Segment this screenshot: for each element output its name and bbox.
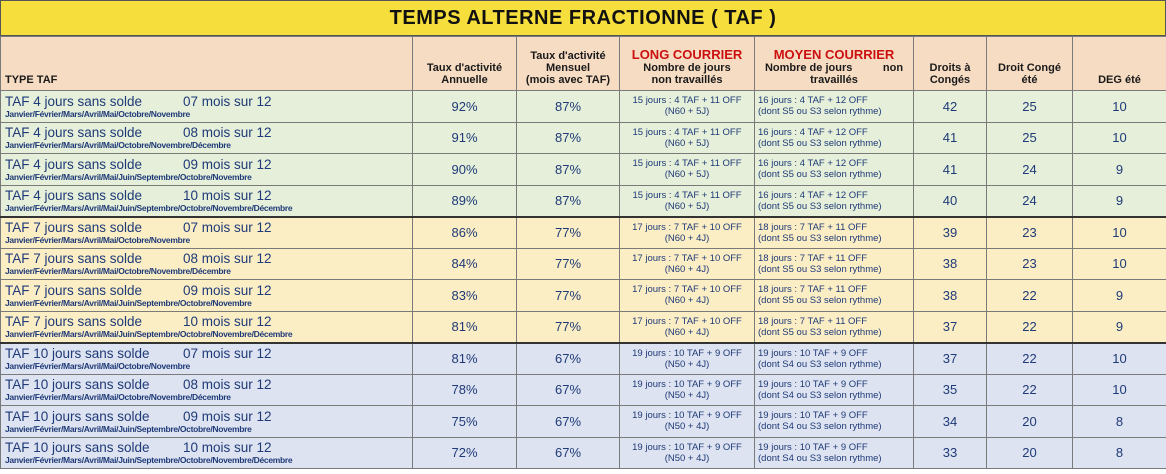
header-medium-line2: travaillés <box>810 74 858 86</box>
type-cell <box>1 311 413 343</box>
type-cell <box>1 154 413 186</box>
long-courrier-cell <box>620 374 755 406</box>
type-days: TAF 10 jours sans solde <box>5 408 150 424</box>
type-cell <box>1 185 413 217</box>
table-row <box>1 248 1166 280</box>
deg-ete: 9 <box>1073 185 1166 217</box>
long-courrier-cell <box>620 248 755 280</box>
type-cell <box>1 280 413 312</box>
type-days: TAF 7 jours sans solde <box>5 251 143 267</box>
header-long-line1: Nombre de jours <box>643 62 731 74</box>
header-droits-line2: Congés <box>929 74 971 86</box>
long-courrier-days: 15 jours : 4 TAF + 11 OFF <box>632 126 742 138</box>
header-long-line2: non travaillés <box>651 74 723 86</box>
header-annual-line2: Annuelle <box>441 74 488 86</box>
header-deg: DEG été <box>1073 37 1166 91</box>
header-monthly-line2: Mensuel <box>545 62 590 74</box>
type-title <box>5 220 412 235</box>
type-cell <box>1 248 413 280</box>
header-droits-line1: Droits à <box>929 62 971 74</box>
long-courrier-detail: (N60 + 5J) <box>664 169 710 181</box>
table-row <box>1 343 1166 375</box>
monthly-rate: 77% <box>517 217 620 249</box>
moyen-courrier-days: 16 jours : 4 TAF + 12 OFF <box>758 158 868 170</box>
table-row <box>1 374 1166 406</box>
header-conge <box>987 37 1073 91</box>
droit-conge-ete: 20 <box>987 437 1073 469</box>
type-months-count: 10 mois sur 12 <box>183 188 272 203</box>
type-days: TAF 4 jours sans solde <box>5 156 143 172</box>
long-courrier-cell <box>620 311 755 343</box>
moyen-courrier-detail: (dont S4 ou S3 selon rythme) <box>758 358 882 370</box>
droit-conge-ete: 22 <box>987 311 1073 343</box>
type-months-count: 09 mois sur 12 <box>183 156 272 172</box>
monthly-rate: 77% <box>517 311 620 343</box>
type-months-list: Janvier/Février/Mars/Avril/Mai/Juin/Septembre/Octobre/Novembre <box>5 171 252 182</box>
deg-ete: 9 <box>1073 280 1166 312</box>
table-row <box>1 217 1166 249</box>
moyen-courrier-cell <box>755 91 914 123</box>
deg-ete: 10 <box>1073 374 1166 406</box>
moyen-courrier-days: 19 jours : 10 TAF + 9 OFF <box>758 410 868 422</box>
deg-ete: 10 <box>1073 91 1166 123</box>
type-months-list: Janvier/Février/Mars/Avril/Mai/Juin/Septembre/Octobre/Novembre <box>5 423 252 434</box>
type-cell <box>1 122 413 154</box>
deg-ete: 9 <box>1073 154 1166 186</box>
monthly-rate: 67% <box>517 437 620 469</box>
header-annual-line1: Taux d'activité <box>426 62 503 74</box>
deg-ete: 10 <box>1073 343 1166 375</box>
moyen-courrier-cell <box>755 406 914 438</box>
header-long-title: LONG COURRIER <box>631 47 743 62</box>
type-months-count: 07 mois sur 12 <box>183 93 272 109</box>
type-months-count: 08 mois sur 12 <box>183 377 272 393</box>
type-months-list: Janvier/Février/Mars/Avril/Mai/Octobre/Novembre <box>5 108 190 119</box>
type-months-count: 10 mois sur 12 <box>183 440 272 456</box>
header-monthly <box>517 37 620 91</box>
moyen-courrier-detail: (dont S4 ou S3 selon rythme) <box>758 421 882 433</box>
monthly-rate: 67% <box>517 343 620 375</box>
deg-ete: 8 <box>1073 437 1166 469</box>
annual-rate: 81% <box>413 311 517 343</box>
table-row <box>1 437 1166 469</box>
type-title <box>5 409 412 424</box>
moyen-courrier-days: 18 jours : 7 TAF + 11 OFF <box>758 252 868 264</box>
type-title <box>5 377 412 392</box>
type-title <box>5 157 412 172</box>
long-courrier-detail: (N50 + 4J) <box>664 421 710 433</box>
moyen-courrier-cell <box>755 248 914 280</box>
moyen-courrier-days: 18 jours : 7 TAF + 11 OFF <box>758 221 868 233</box>
long-courrier-days: 17 jours : 7 TAF + 10 OFF <box>632 252 742 264</box>
monthly-rate: 87% <box>517 91 620 123</box>
type-months-list: Janvier/Février/Mars/Avril/Mai/Juin/Septembre/Octobre/Novembre/Décembre <box>5 455 293 466</box>
type-days: TAF 10 jours sans solde <box>5 440 150 456</box>
type-days: TAF 4 jours sans solde <box>5 188 143 203</box>
type-cell <box>1 437 413 469</box>
type-cell <box>1 406 413 438</box>
moyen-courrier-days: 16 jours : 4 TAF + 12 OFF <box>758 189 868 201</box>
moyen-courrier-detail: (dont S5 ou S3 selon rythme) <box>758 106 882 118</box>
moyen-courrier-cell <box>755 280 914 312</box>
moyen-courrier-days: 19 jours : 10 TAF + 9 OFF <box>758 347 868 359</box>
long-courrier-detail: (N60 + 4J) <box>664 326 710 338</box>
long-courrier-days: 17 jours : 7 TAF + 10 OFF <box>632 284 742 296</box>
moyen-courrier-days: 18 jours : 7 TAF + 11 OFF <box>758 315 868 327</box>
long-courrier-detail: (N60 + 5J) <box>664 106 710 118</box>
moyen-courrier-cell <box>755 311 914 343</box>
type-months-list: Janvier/Février/Mars/Avril/Mai/Juin/Septembre/Octobre/Novembre/Décembre <box>5 329 293 339</box>
header-monthly-line1: Taux d'activité <box>530 50 606 62</box>
droits-conges: 38 <box>914 248 987 280</box>
long-courrier-cell <box>620 280 755 312</box>
moyen-courrier-days: 18 jours : 7 TAF + 11 OFF <box>758 284 868 296</box>
type-months-list: Janvier/Février/Mars/Avril/Mai/Octobre/Novembre <box>5 361 190 371</box>
annual-rate: 75% <box>413 406 517 438</box>
annual-rate: 92% <box>413 91 517 123</box>
moyen-courrier-detail: (dont S4 ou S3 selon rythme) <box>758 389 882 401</box>
droit-conge-ete: 22 <box>987 280 1073 312</box>
long-courrier-cell <box>620 185 755 217</box>
annual-rate: 78% <box>413 374 517 406</box>
long-courrier-detail: (N60 + 4J) <box>664 232 710 244</box>
header-annual <box>413 37 517 91</box>
type-days: TAF 10 jours sans solde <box>5 377 150 393</box>
type-title <box>5 251 412 266</box>
droit-conge-ete: 25 <box>987 122 1073 154</box>
deg-ete: 10 <box>1073 122 1166 154</box>
type-days: TAF 4 jours sans solde <box>5 93 143 109</box>
droits-conges: 38 <box>914 280 987 312</box>
table-row <box>1 311 1166 343</box>
type-months-count: 08 mois sur 12 <box>183 125 272 141</box>
long-courrier-days: 19 jours : 10 TAF + 9 OFF <box>632 347 742 359</box>
droits-conges: 40 <box>914 185 987 217</box>
deg-ete: 10 <box>1073 248 1166 280</box>
header-conge-line2: été <box>1021 74 1038 86</box>
monthly-rate: 87% <box>517 122 620 154</box>
long-courrier-detail: (N50 + 4J) <box>664 358 710 370</box>
table-row <box>1 280 1166 312</box>
droit-conge-ete: 25 <box>987 91 1073 123</box>
annual-rate: 72% <box>413 437 517 469</box>
long-courrier-days: 15 jours : 4 TAF + 11 OFF <box>632 189 742 201</box>
monthly-rate: 77% <box>517 280 620 312</box>
type-months-list: Janvier/Février/Mars/Avril/Mai/Octobre/Novembre/Décembre <box>5 266 231 277</box>
type-months-list: Janvier/Février/Mars/Avril/Mai/Octobre/Novembre/Décembre <box>5 140 231 151</box>
table-row <box>1 91 1166 123</box>
moyen-courrier-days: 19 jours : 10 TAF + 9 OFF <box>758 378 868 390</box>
moyen-courrier-detail: (dont S5 ou S3 selon rythme) <box>758 232 882 244</box>
moyen-courrier-detail: (dont S5 ou S3 selon rythme) <box>758 137 882 149</box>
annual-rate: 90% <box>413 154 517 186</box>
taf-table <box>0 36 1166 469</box>
long-courrier-cell <box>620 343 755 375</box>
long-courrier-days: 19 jours : 10 TAF + 9 OFF <box>632 410 742 422</box>
annual-rate: 83% <box>413 280 517 312</box>
type-months-count: 09 mois sur 12 <box>183 408 272 424</box>
header-medium-title: MOYEN COURRIER <box>773 47 895 62</box>
annual-rate: 89% <box>413 185 517 217</box>
moyen-courrier-detail: (dont S5 ou S3 selon rythme) <box>758 263 882 275</box>
header-droits <box>914 37 987 91</box>
table-row <box>1 154 1166 186</box>
header-medium-line1: Nombre de jours non <box>764 62 904 74</box>
long-courrier-detail: (N50 + 4J) <box>664 389 710 401</box>
type-title <box>5 188 412 203</box>
table-title: TEMPS ALTERNE FRACTIONNE ( TAF ) <box>0 0 1166 36</box>
long-courrier-days: 17 jours : 7 TAF + 10 OFF <box>632 221 742 233</box>
moyen-courrier-detail: (dont S5 ou S3 selon rythme) <box>758 295 882 307</box>
type-days: TAF 7 jours sans solde <box>5 282 143 298</box>
moyen-courrier-detail: (dont S4 ou S3 selon rythme) <box>758 452 882 464</box>
header-row <box>1 37 1166 91</box>
droits-conges: 39 <box>914 217 987 249</box>
type-cell <box>1 217 413 249</box>
long-courrier-days: 17 jours : 7 TAF + 10 OFF <box>632 315 742 327</box>
type-cell <box>1 343 413 375</box>
type-cell <box>1 91 413 123</box>
droits-conges: 37 <box>914 343 987 375</box>
moyen-courrier-cell <box>755 154 914 186</box>
header-conge-line1: Droit Congé <box>998 62 1061 74</box>
header-type: TYPE TAF <box>1 37 413 91</box>
long-courrier-cell <box>620 437 755 469</box>
deg-ete: 9 <box>1073 311 1166 343</box>
type-months-count: 08 mois sur 12 <box>183 251 272 267</box>
monthly-rate: 77% <box>517 248 620 280</box>
moyen-courrier-days: 16 jours : 4 TAF + 12 OFF <box>758 126 868 138</box>
droit-conge-ete: 24 <box>987 185 1073 217</box>
header-moyen-courrier <box>755 37 914 91</box>
type-months-count: 07 mois sur 12 <box>183 346 272 361</box>
type-months-list: Janvier/Février/Mars/Avril/Mai/Juin/Septembre/Octobre/Novembre/Décembre <box>5 203 293 213</box>
moyen-courrier-cell <box>755 374 914 406</box>
type-title <box>5 283 412 298</box>
moyen-courrier-days: 16 jours : 4 TAF + 12 OFF <box>758 95 868 107</box>
deg-ete: 8 <box>1073 406 1166 438</box>
long-courrier-detail: (N60 + 5J) <box>664 137 710 149</box>
long-courrier-days: 19 jours : 10 TAF + 9 OFF <box>632 378 742 390</box>
table-row <box>1 185 1166 217</box>
type-title <box>5 314 412 329</box>
annual-rate: 86% <box>413 217 517 249</box>
moyen-courrier-cell <box>755 343 914 375</box>
type-months-count: 10 mois sur 12 <box>183 314 272 329</box>
droits-conges: 33 <box>914 437 987 469</box>
moyen-courrier-cell <box>755 122 914 154</box>
long-courrier-days: 15 jours : 4 TAF + 11 OFF <box>632 95 742 107</box>
droits-conges: 41 <box>914 122 987 154</box>
droits-conges: 37 <box>914 311 987 343</box>
droits-conges: 34 <box>914 406 987 438</box>
header-long-courrier <box>620 37 755 91</box>
long-courrier-detail: (N60 + 4J) <box>664 263 710 275</box>
long-courrier-cell <box>620 154 755 186</box>
long-courrier-days: 19 jours : 10 TAF + 9 OFF <box>632 441 742 453</box>
annual-rate: 91% <box>413 122 517 154</box>
type-days: TAF 10 jours sans solde <box>5 346 150 361</box>
type-title <box>5 440 412 455</box>
type-days: TAF 7 jours sans solde <box>5 314 143 329</box>
droit-conge-ete: 23 <box>987 248 1073 280</box>
annual-rate: 81% <box>413 343 517 375</box>
deg-ete: 10 <box>1073 217 1166 249</box>
type-days: TAF 4 jours sans solde <box>5 125 143 141</box>
type-months-list: Janvier/Février/Mars/Avril/Mai/Octobre/Novembre <box>5 235 190 245</box>
moyen-courrier-days: 19 jours : 10 TAF + 9 OFF <box>758 441 868 453</box>
long-courrier-days: 15 jours : 4 TAF + 11 OFF <box>632 158 742 170</box>
type-months-count: 07 mois sur 12 <box>183 220 272 235</box>
droits-conges: 42 <box>914 91 987 123</box>
moyen-courrier-detail: (dont S5 ou S3 selon rythme) <box>758 169 882 181</box>
droit-conge-ete: 22 <box>987 374 1073 406</box>
long-courrier-cell <box>620 217 755 249</box>
table-row <box>1 122 1166 154</box>
moyen-courrier-detail: (dont S5 ou S3 selon rythme) <box>758 200 882 212</box>
monthly-rate: 87% <box>517 185 620 217</box>
type-title <box>5 125 412 140</box>
long-courrier-cell <box>620 91 755 123</box>
long-courrier-detail: (N50 + 4J) <box>664 452 710 464</box>
monthly-rate: 67% <box>517 374 620 406</box>
long-courrier-cell <box>620 406 755 438</box>
moyen-courrier-cell <box>755 217 914 249</box>
droit-conge-ete: 24 <box>987 154 1073 186</box>
moyen-courrier-cell <box>755 185 914 217</box>
moyen-courrier-detail: (dont S5 ou S3 selon rythme) <box>758 326 882 338</box>
type-months-list: Janvier/Février/Mars/Avril/Mai/Octobre/Novembre/Décembre <box>5 392 231 403</box>
monthly-rate: 67% <box>517 406 620 438</box>
type-title <box>5 94 412 109</box>
monthly-rate: 87% <box>517 154 620 186</box>
droit-conge-ete: 22 <box>987 343 1073 375</box>
type-months-list: Janvier/Février/Mars/Avril/Mai/Juin/Septembre/Octobre/Novembre <box>5 297 252 308</box>
droit-conge-ete: 20 <box>987 406 1073 438</box>
type-title <box>5 346 412 361</box>
long-courrier-detail: (N60 + 4J) <box>664 295 710 307</box>
type-days: TAF 7 jours sans solde <box>5 220 143 235</box>
long-courrier-detail: (N60 + 5J) <box>664 200 710 212</box>
type-months-count: 09 mois sur 12 <box>183 282 272 298</box>
moyen-courrier-cell <box>755 437 914 469</box>
type-cell <box>1 374 413 406</box>
table-row <box>1 406 1166 438</box>
long-courrier-cell <box>620 122 755 154</box>
annual-rate: 84% <box>413 248 517 280</box>
droits-conges: 41 <box>914 154 987 186</box>
droit-conge-ete: 23 <box>987 217 1073 249</box>
droits-conges: 35 <box>914 374 987 406</box>
header-monthly-line3: (mois avec TAF) <box>525 74 611 86</box>
